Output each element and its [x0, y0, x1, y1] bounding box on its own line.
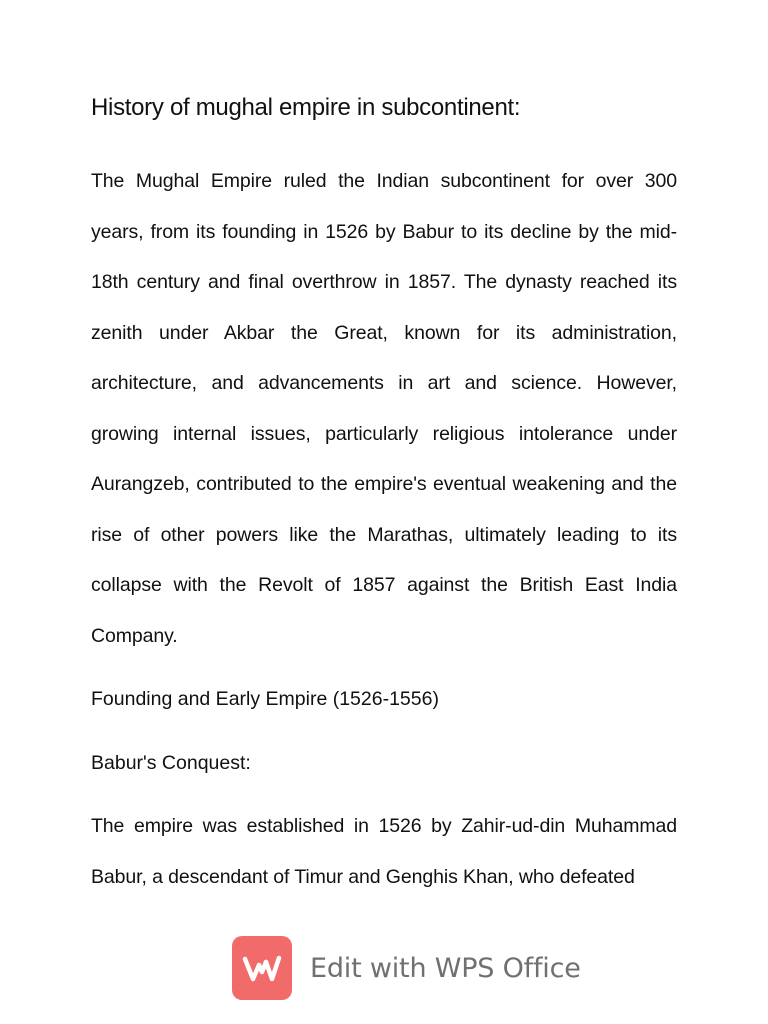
babur-paragraph: The empire was established in 1526 by Zahir-ud-din Muhammad Babur, a descendant of Timur and Genghis Khan, who defeated	[91, 815, 677, 888]
section-heading-founding: Founding and Early Empire (1526-1556)	[91, 688, 439, 710]
edit-with-wps-label: Edit with WPS Office	[310, 952, 581, 984]
document-title: History of mughal empire in subcontinent:	[91, 94, 521, 121]
subsection-heading-babur: Babur's Conquest:	[91, 752, 251, 774]
wps-office-logo-icon	[232, 936, 292, 1000]
intro-paragraph: The Mughal Empire ruled the Indian subcontinent for over 300 years, from its founding in 1526 by Babur to its decline by the mid-18th century and final overthrow in 1857. The dynasty reached its zenith under Akbar the Great, known for its administration, architecture, and advancements in art and science. However, growing internal issues, particularly religious intolerance under Aurangzeb, contributed to the empire's eventual weakening and the rise of other powers like the Marathas, ultimately leading to its collapse with the Revolt of 1857 against the British East India Company.	[91, 170, 677, 647]
edit-with-wps-button[interactable]	[232, 936, 581, 1000]
